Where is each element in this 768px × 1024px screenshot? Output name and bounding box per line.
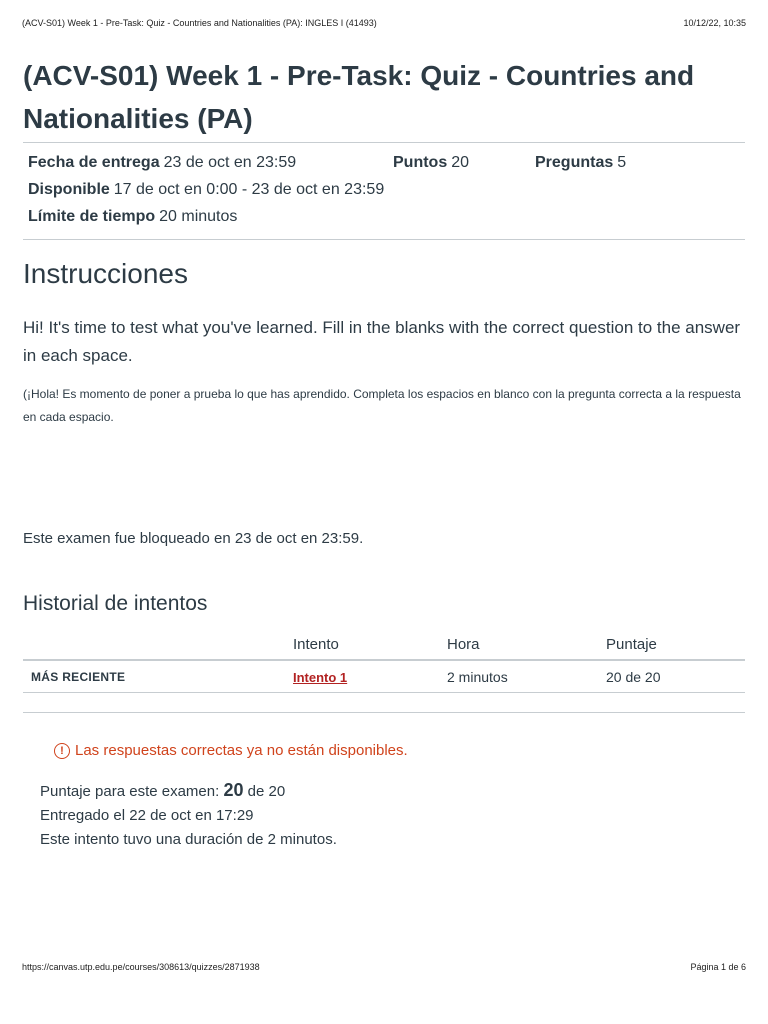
attempt-cell	[293, 660, 447, 693]
instructions-english: Hi! It's time to test what you've learned. Fill in the blanks with the correct question to the answer in each space.	[23, 318, 741, 365]
due-value: 23 de oct en 23:59	[163, 154, 297, 171]
availability	[28, 178, 384, 202]
available-value: 17 de oct en 0:00 - 23 de oct en 23:59	[113, 181, 385, 198]
column-header-score: Puntaje	[606, 629, 745, 660]
print-header-title: (ACV-S01) Week 1 - Pre-Task: Quiz - Countries and Nationalities (PA): INGLES I (41493)	[22, 18, 377, 28]
attempt-history-heading: Historial de intentos	[23, 592, 208, 615]
warning-text: Las respuestas correctas ya no están disponibles.	[75, 742, 408, 759]
most-recent-label: MÁS RECIENTE	[23, 660, 293, 693]
column-header-attempt: Intento	[293, 629, 447, 660]
column-header-label	[23, 629, 293, 660]
divider	[23, 712, 745, 713]
attempt-history-table	[23, 629, 745, 693]
duration-line: Este intento tuvo una duración de 2 minutos.	[40, 831, 337, 848]
locked-message: Este examen fue bloqueado en 23 de oct en 23:59.	[23, 530, 364, 547]
page-number: Página 1 de 6	[690, 962, 746, 972]
questions-label: Preguntas	[535, 154, 614, 171]
questions	[535, 151, 626, 175]
score-line	[40, 778, 337, 804]
time-limit-value: 20 minutos	[159, 208, 238, 225]
score-prefix: Puntaje para este examen:	[40, 783, 220, 800]
print-header	[22, 18, 746, 28]
due-date	[28, 151, 296, 175]
page-url: https://canvas.utp.edu.pe/courses/308613/quizzes/2871938	[22, 962, 260, 972]
score-suffix: de 20	[247, 783, 286, 800]
print-footer	[22, 962, 746, 972]
table-header-row	[23, 629, 745, 660]
points	[393, 151, 469, 175]
points-label: Puntos	[393, 154, 448, 171]
attempt-summary	[40, 778, 337, 852]
instructions-heading: Instrucciones	[23, 258, 188, 289]
points-value: 20	[451, 154, 470, 171]
time-limit-label: Límite de tiempo	[28, 208, 156, 225]
divider	[23, 239, 745, 240]
due-label: Fecha de entrega	[28, 154, 160, 171]
quiz-details	[28, 151, 748, 232]
column-header-time: Hora	[447, 629, 606, 660]
print-header-datetime: 10/12/22, 10:35	[683, 18, 746, 28]
available-label: Disponible	[28, 181, 110, 198]
exclamation-circle-icon: !	[54, 743, 70, 759]
questions-value: 5	[617, 154, 627, 171]
time-cell: 2 minutos	[447, 660, 606, 693]
instructions-spanish: (¡Hola! Es momento de poner a prueba lo que has aprendido. Completa los espacios en blanco con la pregunta correcta a la respuesta en cada espacio.	[23, 387, 741, 424]
quiz-title: (ACV-S01) Week 1 - Pre-Task: Quiz - Countries and Nationalities (PA)	[23, 60, 695, 134]
score-cell: 20 de 20	[606, 660, 745, 693]
submitted-line: Entregado el 22 de oct en 17:29	[40, 807, 254, 824]
answers-unavailable-warning	[54, 742, 408, 759]
time-limit	[28, 205, 237, 229]
table-row	[23, 660, 745, 693]
attempt-link[interactable]: Intento 1	[293, 669, 348, 685]
score-value: 20	[223, 780, 244, 800]
divider	[23, 142, 745, 143]
